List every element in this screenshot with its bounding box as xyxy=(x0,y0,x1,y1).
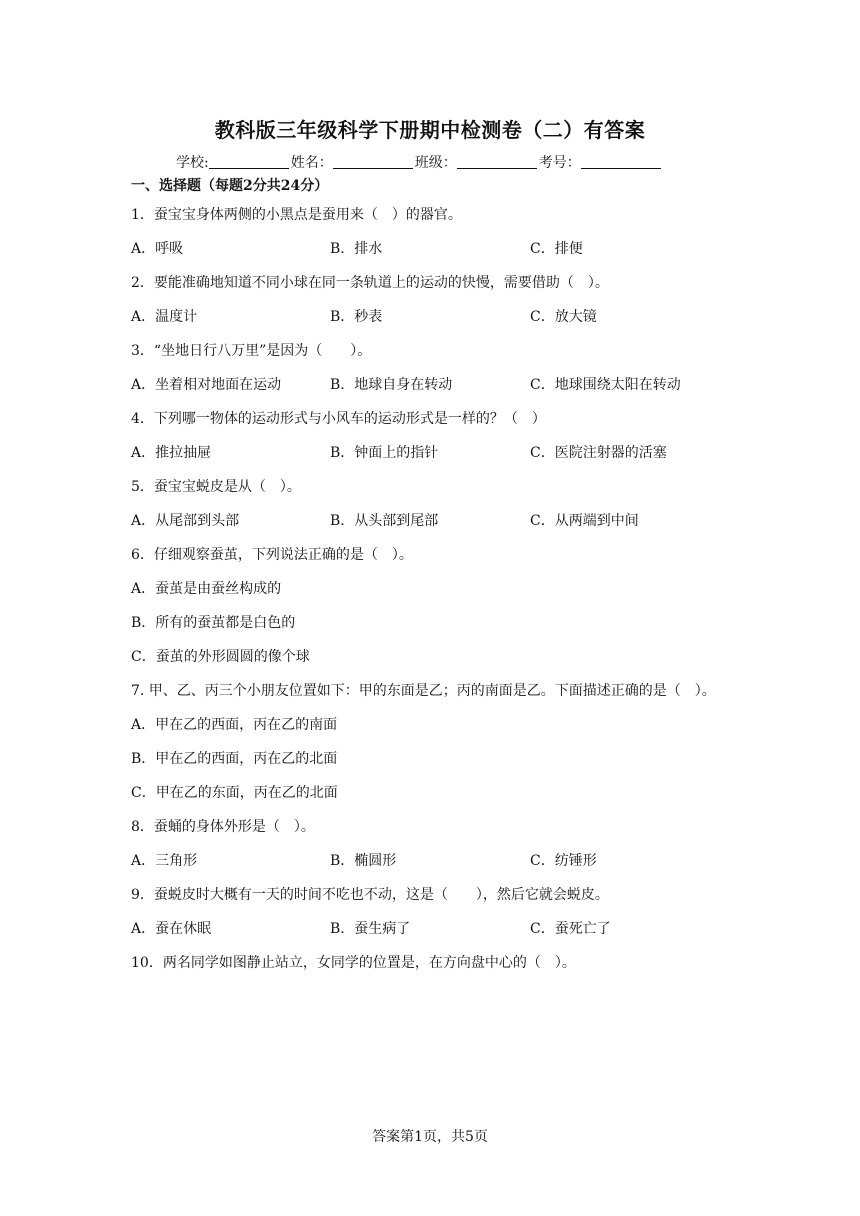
option-c[interactable]: C．放大镜 xyxy=(530,309,597,325)
option-c[interactable]: C．蚕茧的外形圆圆的像个球 xyxy=(131,649,310,665)
question-8-options xyxy=(131,850,771,870)
question-1: 1．蚕宝宝身体两侧的小黑点是蚕用来（ ）的器官。 xyxy=(131,207,462,223)
option-b[interactable]: B．椭圆形 xyxy=(330,853,397,869)
class-blank[interactable] xyxy=(457,154,537,169)
option-a[interactable]: A．蚕茧是由蚕丝构成的 xyxy=(131,581,282,597)
question-9-options xyxy=(131,918,771,938)
option-a[interactable]: A．坐着相对地面在运动 xyxy=(131,377,282,393)
question-4-options xyxy=(131,442,771,462)
option-b[interactable]: B．秒表 xyxy=(330,309,383,325)
name-blank[interactable] xyxy=(333,154,413,169)
name-label: 姓名： xyxy=(290,155,333,171)
question-9: 9．蚕蜕皮时大概有一天的时间不吃也不动，这是（ ），然后它就会蜕皮。 xyxy=(131,887,609,903)
option-c[interactable]: C．从两端到中间 xyxy=(530,513,639,529)
question-3-options xyxy=(131,374,771,394)
question-4: 4．下列哪一物体的运动形式与小风车的运动形式是一样的？（ ） xyxy=(131,411,546,427)
question-7: 7. 甲、乙、丙三个小朋友位置如下：甲的东面是乙；丙的南面是乙。下面描述正确的是（ ）。 xyxy=(131,683,716,699)
question-2-options xyxy=(131,306,771,326)
question-10: 10．两名同学如图静止站立，女同学的位置是，在方向盘中心的（ ）。 xyxy=(131,955,576,971)
option-c[interactable]: C．医院注射器的活塞 xyxy=(530,445,667,461)
exam-no-label: 考号： xyxy=(538,155,581,171)
option-b[interactable]: B．钟面上的指针 xyxy=(330,445,439,461)
question-8: 8．蚕蛹的身体外形是（ ）。 xyxy=(131,819,315,835)
option-a[interactable]: A．从尾部到头部 xyxy=(131,513,240,529)
option-b[interactable]: B．地球自身在转动 xyxy=(330,377,453,393)
page-footer: 答案第1页，共5页 xyxy=(372,1129,488,1145)
option-a[interactable]: A．推拉抽屉 xyxy=(131,445,212,461)
option-c[interactable]: C．纺锤形 xyxy=(530,853,597,869)
question-2: 2．要能准确地知道不同小球在同一条轨道上的运动的快慢，需要借助（ ）。 xyxy=(131,275,609,291)
option-c[interactable]: C．地球围绕太阳在转动 xyxy=(530,377,681,393)
option-a[interactable]: A．蚕在休眠 xyxy=(131,921,212,937)
option-b[interactable]: B．排水 xyxy=(330,241,383,257)
option-c[interactable]: C．甲在乙的东面，丙在乙的北面 xyxy=(131,785,338,801)
option-b[interactable]: B．所有的蚕茧都是白色的 xyxy=(131,615,296,631)
question-1-options xyxy=(131,238,771,258)
option-a[interactable]: A．甲在乙的西面，丙在乙的南面 xyxy=(131,717,338,733)
option-b[interactable]: B．从头部到尾部 xyxy=(330,513,439,529)
option-b[interactable]: B．甲在乙的西面，丙在乙的北面 xyxy=(131,751,338,767)
school-label: 学校: xyxy=(176,155,209,171)
section-heading: 一、选择题（每题2分共24分） xyxy=(131,178,329,194)
question-5: 5．蚕宝宝蜕皮是从（ ）。 xyxy=(131,479,301,495)
question-6: 6．仔细观察蚕茧，下列说法正确的是（ ）。 xyxy=(131,547,413,563)
question-5-options xyxy=(131,510,771,530)
option-b[interactable]: B．蚕生病了 xyxy=(330,921,411,937)
student-info-line xyxy=(176,152,663,172)
option-a[interactable]: A．呼吸 xyxy=(131,241,184,257)
question-3: 3．“坐地日行八万里”是因为（ ）。 xyxy=(131,343,372,359)
class-label: 班级： xyxy=(414,155,457,171)
option-a[interactable]: A．三角形 xyxy=(131,853,198,869)
exam-no-blank[interactable] xyxy=(581,154,661,169)
option-c[interactable]: C．排便 xyxy=(530,241,583,257)
option-c[interactable]: C．蚕死亡了 xyxy=(530,921,611,937)
school-blank[interactable] xyxy=(209,154,289,169)
option-a[interactable]: A．温度计 xyxy=(131,309,198,325)
page-title: 教科版三年级科学下册期中检测卷（二）有答案 xyxy=(214,118,646,142)
